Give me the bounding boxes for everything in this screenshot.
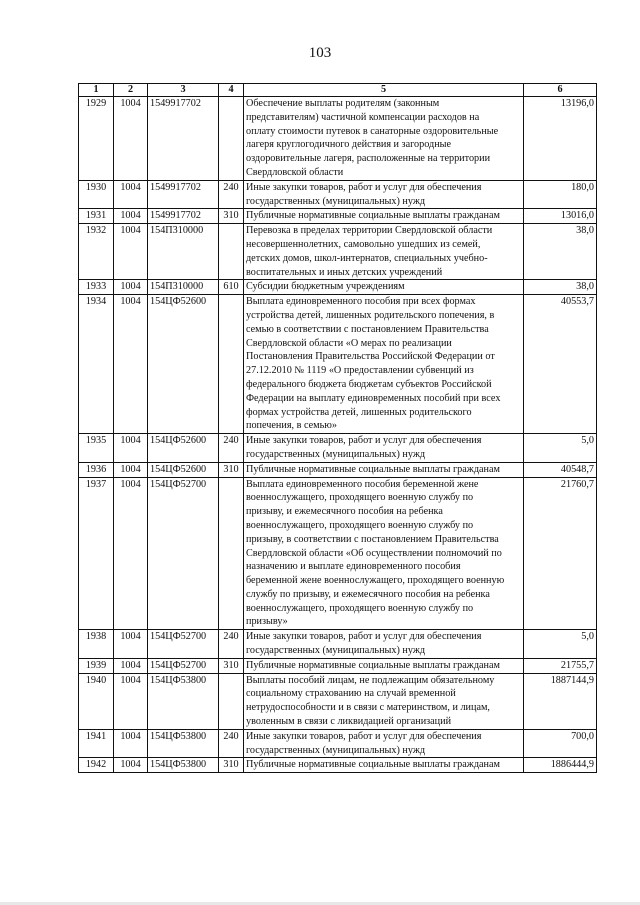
section-code: 1004: [114, 209, 148, 224]
expense-type-code: 240: [219, 729, 244, 758]
section-code: 1004: [114, 630, 148, 659]
expense-type-code: [219, 477, 244, 630]
item-name-line: Иные закупки товаров, работ и услуг для обеспечения: [246, 631, 482, 643]
col-header-3: 3: [148, 84, 219, 97]
table-row: [79, 224, 597, 280]
table-body: [79, 97, 597, 773]
item-name-line: Публичные нормативные социальные выплаты гражданам: [246, 659, 500, 671]
table-row: [79, 729, 597, 758]
item-name-line: детских домов, школ-интернатов, специальных учебно-: [246, 252, 488, 264]
col-header-5: 5: [244, 84, 524, 97]
expense-type-code: [219, 97, 244, 181]
expense-type-code: [219, 295, 244, 434]
amount: 21755,7: [524, 658, 597, 673]
item-name: [244, 209, 524, 224]
expense-type-code: 610: [219, 280, 244, 295]
page-number: 103: [308, 45, 332, 61]
row-number: 1932: [79, 224, 114, 280]
expense-type-code: 240: [219, 434, 244, 463]
section-code: 1004: [114, 462, 148, 477]
target-article-code: 154ЦФ52700: [148, 630, 219, 659]
item-name-line: государственных (муниципальных) нужд: [246, 448, 426, 460]
expense-type-code: 240: [219, 630, 244, 659]
item-name-line: воспитательных и иных детских учреждений: [246, 266, 443, 278]
target-article-code: 154П310000: [148, 224, 219, 280]
item-name-line: Иные закупки товаров, работ и услуг для обеспечения: [246, 181, 482, 193]
table-row: [79, 280, 597, 295]
table-row: [79, 758, 597, 773]
amount: 13016,0: [524, 209, 597, 224]
table-row: [79, 295, 597, 434]
amount: 38,0: [524, 280, 597, 295]
table-row: [79, 658, 597, 673]
section-code: 1004: [114, 295, 148, 434]
section-code: 1004: [114, 477, 148, 630]
expense-type-code: 310: [219, 462, 244, 477]
item-name: [244, 224, 524, 280]
item-name-line: Публичные нормативные социальные выплаты гражданам: [246, 210, 500, 222]
expense-type-code: [219, 224, 244, 280]
row-number: 1933: [79, 280, 114, 295]
col-header-1: 1: [79, 84, 114, 97]
target-article-code: 1549917702: [148, 180, 219, 209]
row-number: 1941: [79, 729, 114, 758]
item-name: [244, 673, 524, 729]
item-name: [244, 97, 524, 181]
item-name-line: государственных (муниципальных) нужд: [246, 645, 426, 657]
col-header-4: 4: [219, 84, 244, 97]
amount: 5,0: [524, 434, 597, 463]
section-code: 1004: [114, 224, 148, 280]
item-name-line: Свердловской области: [246, 166, 344, 178]
col-header-6: 6: [524, 84, 597, 97]
expense-type-code: 310: [219, 209, 244, 224]
expense-type-code: [219, 673, 244, 729]
item-name-line: Выплата единовременного пособия при всех формах: [246, 296, 476, 308]
item-name-line: призыву, в соответствии с постановлением Правительства: [246, 533, 499, 545]
row-number: 1934: [79, 295, 114, 434]
item-name-line: Федерации на выплату единовременных пособий при всех: [246, 392, 501, 404]
row-number: 1930: [79, 180, 114, 209]
table-row: [79, 434, 597, 463]
item-name-line: призыву, и ежемесячного пособия на ребенка: [246, 506, 443, 518]
row-number: 1937: [79, 477, 114, 630]
target-article-code: 1549917702: [148, 209, 219, 224]
budget-table: [78, 83, 597, 773]
row-number: 1942: [79, 758, 114, 773]
item-name-line: Выплаты пособий лицам, не подлежащим обязательному: [246, 674, 495, 686]
amount: 13196,0: [524, 97, 597, 181]
target-article-code: 154ЦФ52600: [148, 434, 219, 463]
item-name-line: 27.12.2010 № 1119 «О предоставлении субвенций из: [246, 365, 474, 377]
target-article-code: 154ЦФ52600: [148, 462, 219, 477]
item-name-line: Свердловской области «Об осуществлении полномочий по: [246, 547, 502, 559]
item-name-line: военнослужащего, проходящего военную службу по: [246, 492, 474, 504]
item-name-line: Иные закупки товаров, работ и услуг для обеспечения: [246, 730, 482, 742]
target-article-code: 154ЦФ53800: [148, 758, 219, 773]
section-code: 1004: [114, 280, 148, 295]
item-name: [244, 758, 524, 773]
item-name-line: призыву»: [246, 616, 288, 628]
item-name-line: Перевозка в пределах территории Свердловской области: [246, 225, 493, 237]
item-name-line: беременной жене военнослужащего, проходящего военную: [246, 575, 505, 587]
item-name-line: попечения, в семью»: [246, 420, 337, 432]
item-name-line: военнослужащего, проходящего военную службу по: [246, 602, 474, 614]
amount: 1887144,9: [524, 673, 597, 729]
amount: 40548,7: [524, 462, 597, 477]
row-number: 1938: [79, 630, 114, 659]
amount: 40553,7: [524, 295, 597, 434]
section-code: 1004: [114, 658, 148, 673]
item-name: [244, 658, 524, 673]
item-name-line: устройства детей, лишенных родительского попечения, в: [246, 309, 495, 321]
col-header-2: 2: [114, 84, 148, 97]
item-name-line: несовершеннолетних, самовольно ушедших из семей,: [246, 238, 481, 250]
item-name-line: Постановления Правительства Российской Федерации от: [246, 351, 495, 363]
item-name-line: государственных (муниципальных) нужд: [246, 195, 426, 207]
item-name-line: Публичные нормативные социальные выплаты гражданам: [246, 463, 500, 475]
expense-type-code: 310: [219, 658, 244, 673]
item-name-line: формах устройства детей, лишенных родительского: [246, 406, 472, 418]
item-name-line: назначению и выплате единовременного пособия: [246, 561, 461, 573]
item-name-line: лагеря круглогодичного действия и загородные: [246, 139, 452, 151]
amount: 700,0: [524, 729, 597, 758]
target-article-code: 154П310000: [148, 280, 219, 295]
item-name-line: Выплата единовременного пособия беременной жене: [246, 478, 479, 490]
amount: 1886444,9: [524, 758, 597, 773]
table-row: [79, 477, 597, 630]
amount: 38,0: [524, 224, 597, 280]
item-name: [244, 434, 524, 463]
amount: 5,0: [524, 630, 597, 659]
item-name-line: военнослужащего, проходящего военную службу по: [246, 519, 474, 531]
target-article-code: 154ЦФ53800: [148, 729, 219, 758]
target-article-code: 154ЦФ52700: [148, 477, 219, 630]
row-number: 1939: [79, 658, 114, 673]
section-code: 1004: [114, 434, 148, 463]
item-name-line: оплату стоимости путевок в санаторные оздоровительные: [246, 125, 499, 137]
expense-type-code: 240: [219, 180, 244, 209]
item-name-line: Публичные нормативные социальные выплаты гражданам: [246, 759, 500, 771]
target-article-code: 154ЦФ52700: [148, 658, 219, 673]
item-name: [244, 729, 524, 758]
item-name: [244, 477, 524, 630]
row-number: 1936: [79, 462, 114, 477]
item-name-line: социальному страхованию на случай временной: [246, 688, 456, 700]
table-row: [79, 180, 597, 209]
amount: 180,0: [524, 180, 597, 209]
section-code: 1004: [114, 673, 148, 729]
section-code: 1004: [114, 97, 148, 181]
table-row: [79, 97, 597, 181]
item-name-line: Свердловской области «О мерах по реализации: [246, 337, 452, 349]
item-name-line: Иные закупки товаров, работ и услуг для обеспечения: [246, 435, 482, 447]
amount: 21760,7: [524, 477, 597, 630]
item-name: [244, 630, 524, 659]
item-name-line: уволенным в связи с ликвидацией организаций: [246, 716, 452, 728]
item-name-line: представителям) частичной компенсации расходов на: [246, 111, 480, 123]
section-code: 1004: [114, 180, 148, 209]
item-name-line: службу по призыву, и ежемесячного пособия на ребенка: [246, 588, 490, 600]
header-row: [79, 84, 597, 97]
table-row: [79, 462, 597, 477]
expense-type-code: 310: [219, 758, 244, 773]
item-name-line: оздоровительные лагеря, расположенные на территории: [246, 153, 491, 165]
item-name-line: Субсидии бюджетным учреждениям: [246, 281, 405, 293]
table-row: [79, 209, 597, 224]
row-number: 1929: [79, 97, 114, 181]
target-article-code: 154ЦФ52600: [148, 295, 219, 434]
row-number: 1935: [79, 434, 114, 463]
section-code: 1004: [114, 729, 148, 758]
target-article-code: 1549917702: [148, 97, 219, 181]
item-name-line: Обеспечение выплаты родителям (законным: [246, 98, 440, 109]
item-name-line: государственных (муниципальных) нужд: [246, 744, 426, 756]
item-name-line: нетрудоспособности и в связи с материнством, и лицам,: [246, 702, 490, 714]
table-row: [79, 673, 597, 729]
item-name: [244, 180, 524, 209]
item-name: [244, 295, 524, 434]
row-number: 1931: [79, 209, 114, 224]
target-article-code: 154ЦФ53800: [148, 673, 219, 729]
row-number: 1940: [79, 673, 114, 729]
item-name: [244, 280, 524, 295]
item-name-line: семью в соответствии с постановлением Правительства: [246, 323, 489, 335]
item-name-line: федерального бюджета бюджетам субъектов Российской: [246, 378, 492, 390]
section-code: 1004: [114, 758, 148, 773]
item-name: [244, 462, 524, 477]
table-row: [79, 630, 597, 659]
